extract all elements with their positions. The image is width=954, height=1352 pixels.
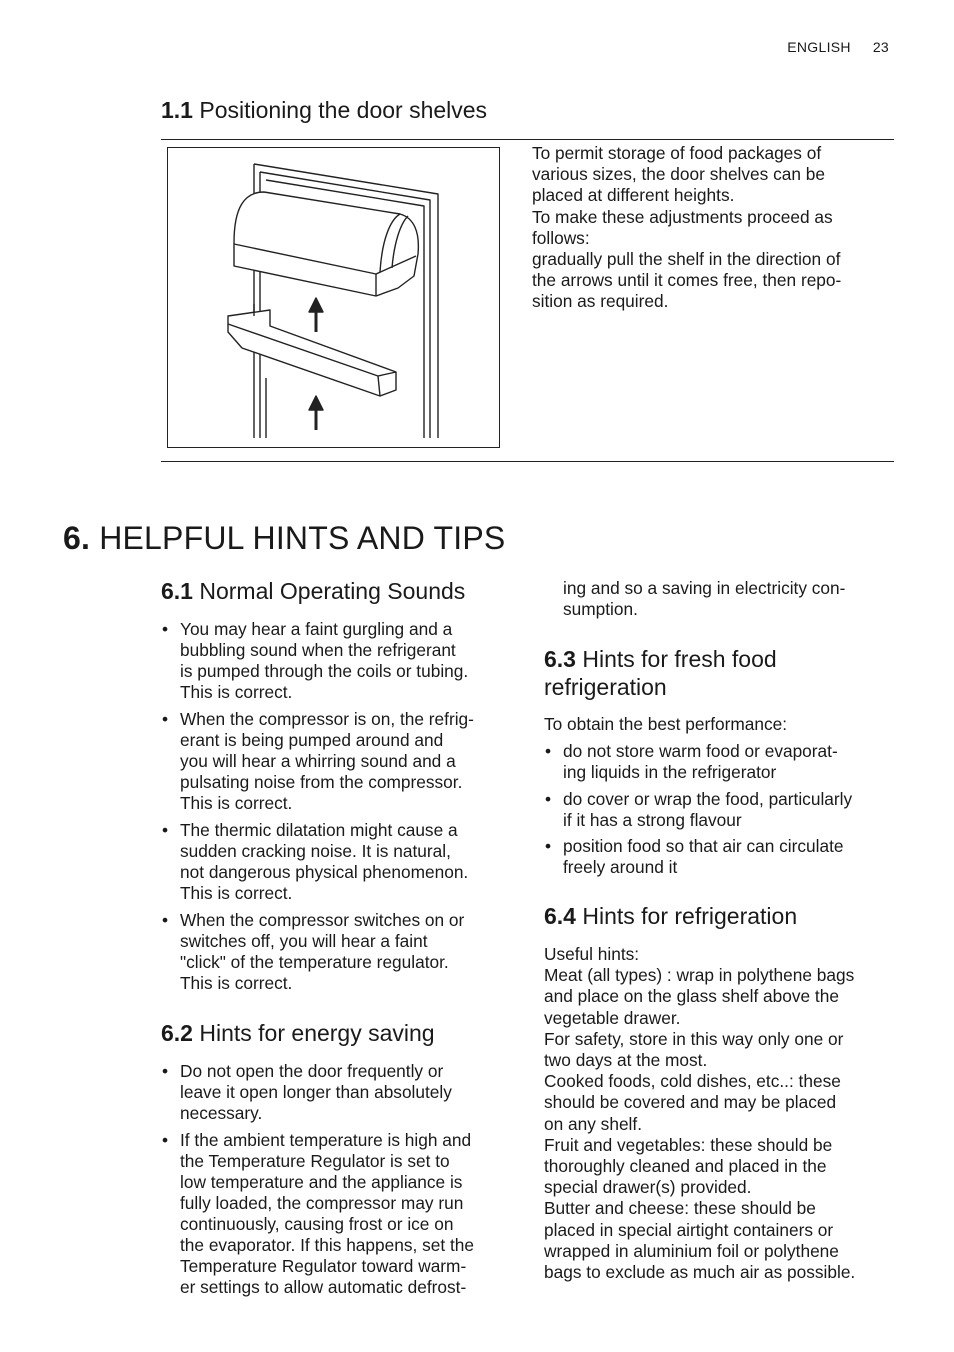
paragraph-line: sumption. — [563, 599, 638, 620]
paragraph-line: wrapped in aluminium foil or polythene — [544, 1240, 839, 1261]
paragraph-line: on any shelf. — [544, 1113, 642, 1134]
paragraph-line: follows: — [532, 227, 590, 248]
list-item — [161, 709, 474, 814]
paragraph-line: ing and so a saving in electricity con- — [563, 578, 846, 598]
list-item-line: switches off, you will hear a faint — [180, 930, 428, 951]
section-6-2-list — [161, 1061, 474, 1304]
page-number: 23 — [872, 39, 889, 55]
section-6-2-heading — [161, 1019, 435, 1047]
section-1-1-title: Positioning the door shelves — [199, 97, 488, 123]
paragraph-line: placed in special airtight containers or — [544, 1219, 834, 1240]
section-6-1-heading — [161, 577, 465, 605]
list-item-line: not dangerous physical phenomenon. — [180, 862, 469, 883]
section-6-3-title-line-1: Hints for fresh food — [582, 646, 777, 672]
paragraph-line: various sizes, the door shelves can be — [532, 164, 825, 185]
list-item-line: This is correct. — [180, 682, 293, 703]
list-item-line: ing liquids in the refrigerator — [563, 762, 777, 783]
list-item-line: erant is being pumped around and — [180, 729, 444, 750]
list-item-line: This is correct. — [180, 793, 293, 814]
section-6-4-heading — [544, 902, 797, 930]
door-shelf-illustration — [167, 147, 500, 448]
paragraph-line: thoroughly cleaned and placed in the — [544, 1156, 827, 1177]
list-item-line: "click" of the temperature regulator. — [180, 951, 449, 972]
list-item-line: you will hear a whirring sound and a — [180, 751, 456, 772]
paragraph-line: Meat (all types) : wrap in polythene bags — [544, 965, 855, 986]
list-item — [544, 789, 852, 831]
list-item-line: • do not store warm food or evaporat- — [563, 741, 838, 761]
door-shelf-drawing — [168, 148, 499, 447]
list-item — [544, 741, 852, 783]
list-item — [161, 1061, 474, 1124]
list-item-line: • The thermic dilatation might cause a — [180, 819, 458, 840]
section-6-3-intro — [544, 714, 787, 735]
list-item-line: Temperature Regulator toward warm- — [180, 1256, 467, 1277]
section-6-4-title: Hints for refrigeration — [582, 903, 798, 929]
list-item-line: • position food so that air can circulate — [563, 836, 844, 857]
section-6-3-number: 6.3 — [544, 646, 576, 672]
chapter-title: HELPFUL HINTS AND TIPS — [99, 520, 506, 556]
list-item-line: bubbling sound when the refrigerant — [180, 640, 456, 661]
section-6-1-list — [161, 619, 474, 1000]
list-item-line: pulsating noise from the compressor. — [180, 772, 463, 793]
list-item-line: This is correct. — [180, 973, 293, 993]
list-item-line: • When the compressor switches on or — [180, 909, 465, 930]
section-6-1-title: Normal Operating Sounds — [199, 578, 466, 604]
list-item-line: freely around it — [563, 857, 678, 878]
list-item-line: is pumped through the coils or tubing. — [180, 661, 469, 682]
section-6-1-number: 6.1 — [161, 578, 193, 604]
list-item-line: fully loaded, the compressor may run — [180, 1193, 464, 1214]
list-item — [161, 1130, 474, 1299]
list-item — [161, 619, 474, 703]
paragraph-line: sition as required. — [532, 291, 669, 312]
list-item — [161, 910, 474, 994]
list-item-line: the Temperature Regulator is set to — [180, 1150, 450, 1171]
section-1-1-heading — [161, 96, 487, 124]
list-item-line: This is correct. — [180, 883, 293, 904]
section-6-2-title: Hints for energy saving — [199, 1020, 435, 1046]
section-6-3-heading — [544, 645, 777, 701]
list-item-line: • You may hear a faint gurgling and a — [180, 619, 453, 639]
paragraph-line: and place on the glass shelf above the — [544, 986, 839, 1007]
paragraph-line: Fruit and vegetables: these should be — [544, 1134, 833, 1155]
list-item-line: sudden cracking noise. It is natural, — [180, 840, 451, 861]
paragraph-line: Useful hints: — [544, 944, 640, 964]
list-item-line: the evaporator. If this happens, set the — [180, 1235, 474, 1256]
list-item-line: continuously, causing frost or ice on — [180, 1214, 454, 1235]
section-6-2-continuation — [563, 578, 845, 620]
list-item-line: • When the compressor is on, the refrig- — [180, 708, 474, 729]
section-6-3-list — [544, 741, 852, 884]
list-item-line: • If the ambient temperature is high and — [180, 1129, 472, 1150]
list-item — [544, 836, 852, 878]
section-6-4-number: 6.4 — [544, 903, 576, 929]
top-rule — [161, 139, 894, 140]
section-6-3-title-line-2: refrigeration — [544, 674, 667, 700]
chapter-heading — [63, 520, 505, 557]
paragraph-line: vegetable drawer. — [544, 1007, 681, 1028]
list-item-line: leave it open longer than absolutely — [180, 1082, 452, 1103]
paragraph-line: To make these adjustments proceed as — [532, 206, 833, 227]
paragraph-line: Cooked foods, cold dishes, etc..: these — [544, 1071, 841, 1092]
paragraph-line: two days at the most. — [544, 1050, 708, 1071]
paragraph-line: To obtain the best performance: — [544, 714, 788, 734]
header-language: ENGLISH — [787, 39, 851, 55]
paragraph-line: special drawer(s) provided. — [544, 1177, 752, 1198]
paragraph-line: To permit storage of food packages of — [532, 143, 822, 163]
list-item-line: necessary. — [180, 1103, 263, 1124]
list-item-line: • do cover or wrap the food, particularly — [563, 788, 853, 809]
bottom-rule — [161, 461, 894, 462]
section-6-2-number: 6.2 — [161, 1020, 193, 1046]
paragraph-line: the arrows until it comes free, then repo- — [532, 270, 842, 291]
paragraph-line: Butter and cheese: these should be — [544, 1198, 816, 1219]
page-header — [787, 39, 889, 55]
list-item-line: er settings to allow automatic defrost- — [180, 1277, 467, 1298]
list-item — [161, 820, 474, 904]
paragraph-line: should be covered and may be placed — [544, 1092, 837, 1113]
paragraph-line: gradually pull the shelf in the direction of — [532, 249, 841, 270]
section-1-1-paragraph — [532, 143, 841, 313]
section-1-1-number: 1.1 — [161, 97, 193, 123]
section-6-4-paragraph — [544, 944, 855, 1283]
chapter-number: 6. — [63, 520, 91, 556]
list-item-line: low temperature and the appliance is — [180, 1171, 463, 1192]
paragraph-line: bags to exclude as much air as possible. — [544, 1262, 856, 1283]
paragraph-line: For safety, store in this way only one or — [544, 1028, 844, 1049]
list-item-line: • Do not open the door frequently or — [180, 1061, 444, 1081]
list-item-line: if it has a strong flavour — [563, 809, 742, 830]
paragraph-line: placed at different heights. — [532, 185, 735, 206]
